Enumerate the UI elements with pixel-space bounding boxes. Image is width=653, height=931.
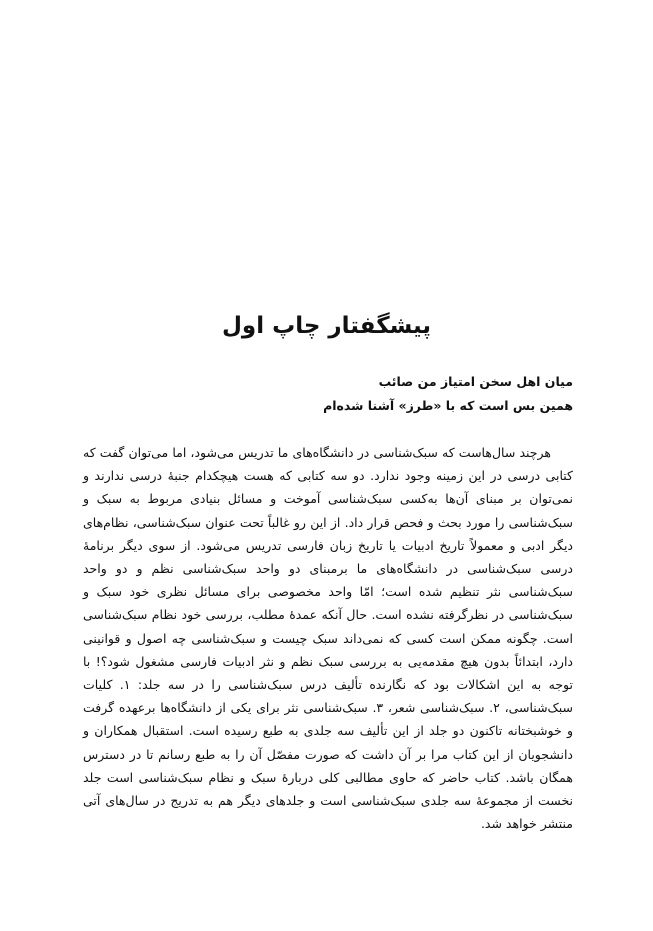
epigraph-line-2: همین بس است که با «طرز» آشنا شده‌ام — [323, 398, 573, 413]
page-title: پیشگفتار چاپ اول — [221, 313, 432, 339]
epigraph — [153, 370, 573, 418]
epigraph-line-1: میان اهل سخن امتیاز من صائب — [378, 374, 573, 389]
body-paragraph: هرچند سال‌هاست که سبک‌شناسی در دانشگاه‌های ما تدریس می‌شود، اما می‌توان گفت که کتابی درسی در این زمینه وجود ندارد. دو سه کتابی که هست هیچکدام جنبهٔ درسی ندارند و نمی‌توان بر مبنای آن‌ها به‌کسی سبک‌شناسی آموخت و مسائل بنیادی مربوط به سبک و سبک‌شناسی را مورد بحث و فحص قرار داد. از این رو غالباً تحت عنوان سبک‌شناسی، نظام‌های دیگر ادبی و معمولاً تاریخ ادبیات یا تاریخ زبان فارسی تدریس می‌شود. از سوی دیگر برنامهٔ درسی سبک‌شناسی در دانشگاه‌های ما برمبنای دو واحد سبک‌شناسی نظم و دو واحد سبک‌شناسی نثر تنظیم شده است؛ امّا واحد مخصوصی برای مسائل نظری خود سبک و سبک‌شناسی در نظرگرفته نشده است. حال آنکه عمدهٔ مطلب، بررسی خود نظام سبک‌شناسی است. چگونه ممکن است کسی که نمی‌داند سبک چیست و سبک‌شناسی چه اصول و قوانینی دارد، ابتدائاً بدون هیچ مقدمه‌یی به بررسی سبک نظم و نثر ادبیات فارسی مشغول شود؟! با توجه به این اشکالات بود که نگارنده تألیف درس سبک‌شناسی را در سه جلد: ۱. کلیات سبک‌شناسی، ۲. سبک‌شناسی شعر، ۳. سبک‌شناسی نثر برای یکی از دانشگاه‌ها برعهده گرفت و خوشبختانه تاکنون دو جلد از این تألیف سه جلدی به طبع رسیده است. استقبال همکاران و دانشجویان از این کتاب مرا بر آن داشت که صورت مفصّل آن را به طبع رسانم تا در دسترس همگان باشد. کتاب حاضر که حاوی مطالبی کلی دربارهٔ سبک و نظام سبک‌شناسی است جلد نخست از مجموعهٔ سه جلدی سبک‌شناسی است و جلدهای دیگر هم به تدریج در سال‌های آتی منتشر خواهد شد. — [83, 445, 573, 832]
